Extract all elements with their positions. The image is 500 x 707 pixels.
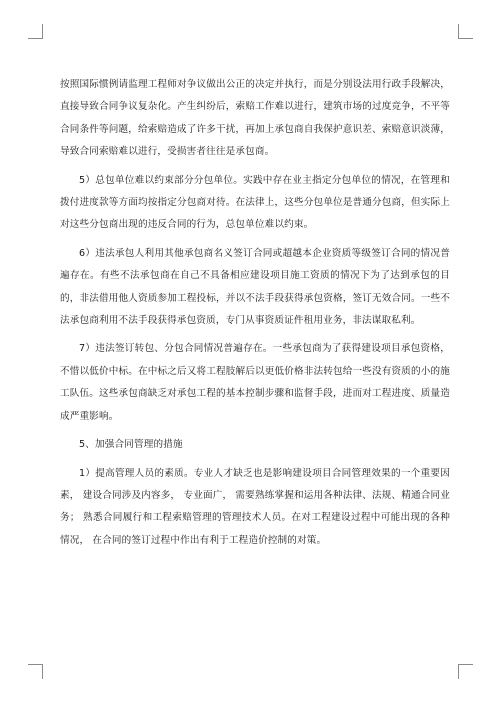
paragraph-point-6: 6）违法承包人利用其他承包商名义签订合同或超越本企业资质等级签订合同的情况普遍存在。有些不法承包商在自己不具备相应建设项目施工资质的情况下为了达到承包的目的，非法借用他人资质参加工程投标，并以不法手段获得承包资格，签订无效合同。一些不法承包商利用不法手段获得承包资质，专门从事资质证件租用业务，非法谋取私利。 (60, 247, 450, 327)
crop-mark-bottom-right (458, 664, 473, 679)
paragraph-point-7: 7）违法签订转包、分包合同情况普遍存在。一些承包商为了获得建设项目承包资格，不惜以低价中标。在中标之后又将工程肢解后以更低价格非法转包给一些没有资质的小的施工队伍。这些承包商缺乏对承包工程的基本控制步骤和监督手段，进而对工程进度、质量造成严重影响。 (60, 343, 450, 422)
paragraph-claims-difficulty: 按照国际惯例请监理工程师对争议做出公正的决定并执行，而是分别设法用行政手段解决，直接导致合同争议复杂化。产生纠纷后，索赔工作难以进行，建筑市场的过度竞争，不平等合同条件等问题，给索赔造成了许多干扰，再加上承包商自我保护意识差、索赔意识淡薄，导致合同索赔难以进行，受损害者往往是承包商。 (60, 79, 450, 158)
document-body (60, 74, 450, 558)
crop-mark-top-left (28, 24, 43, 39)
paragraph-measure-1: 1）提高管理人员的素质。专业人才缺乏也是影响建设项目合同管理效果的一个重要因素， 建设合同涉及内容多， 专业面广， 需要熟练掌握和运用各种法律、法规、精通合同业务； 熟悉合同履行和工程索赔管理的管理技术人员。在对工程建设过程中可能出现的各种情况， 在合同的签订过程中作出有利于工程造价控制的对策。 (60, 467, 450, 546)
crop-mark-bottom-left (28, 664, 43, 679)
paragraph-point-5: 5）总包单位难以约束部分分包单位。实践中存在业主指定分包单位的情况，在管理和拨付进度款等方面均按指定分包商对待。在法律上，这些分包单位是普通分包商，但实际上对这些分包商出现的违反合同的行为，总包单位难以约束。 (60, 174, 450, 231)
section-heading-measures: 5、加强合同管理的措施 (79, 439, 183, 451)
crop-mark-top-right (458, 24, 473, 39)
